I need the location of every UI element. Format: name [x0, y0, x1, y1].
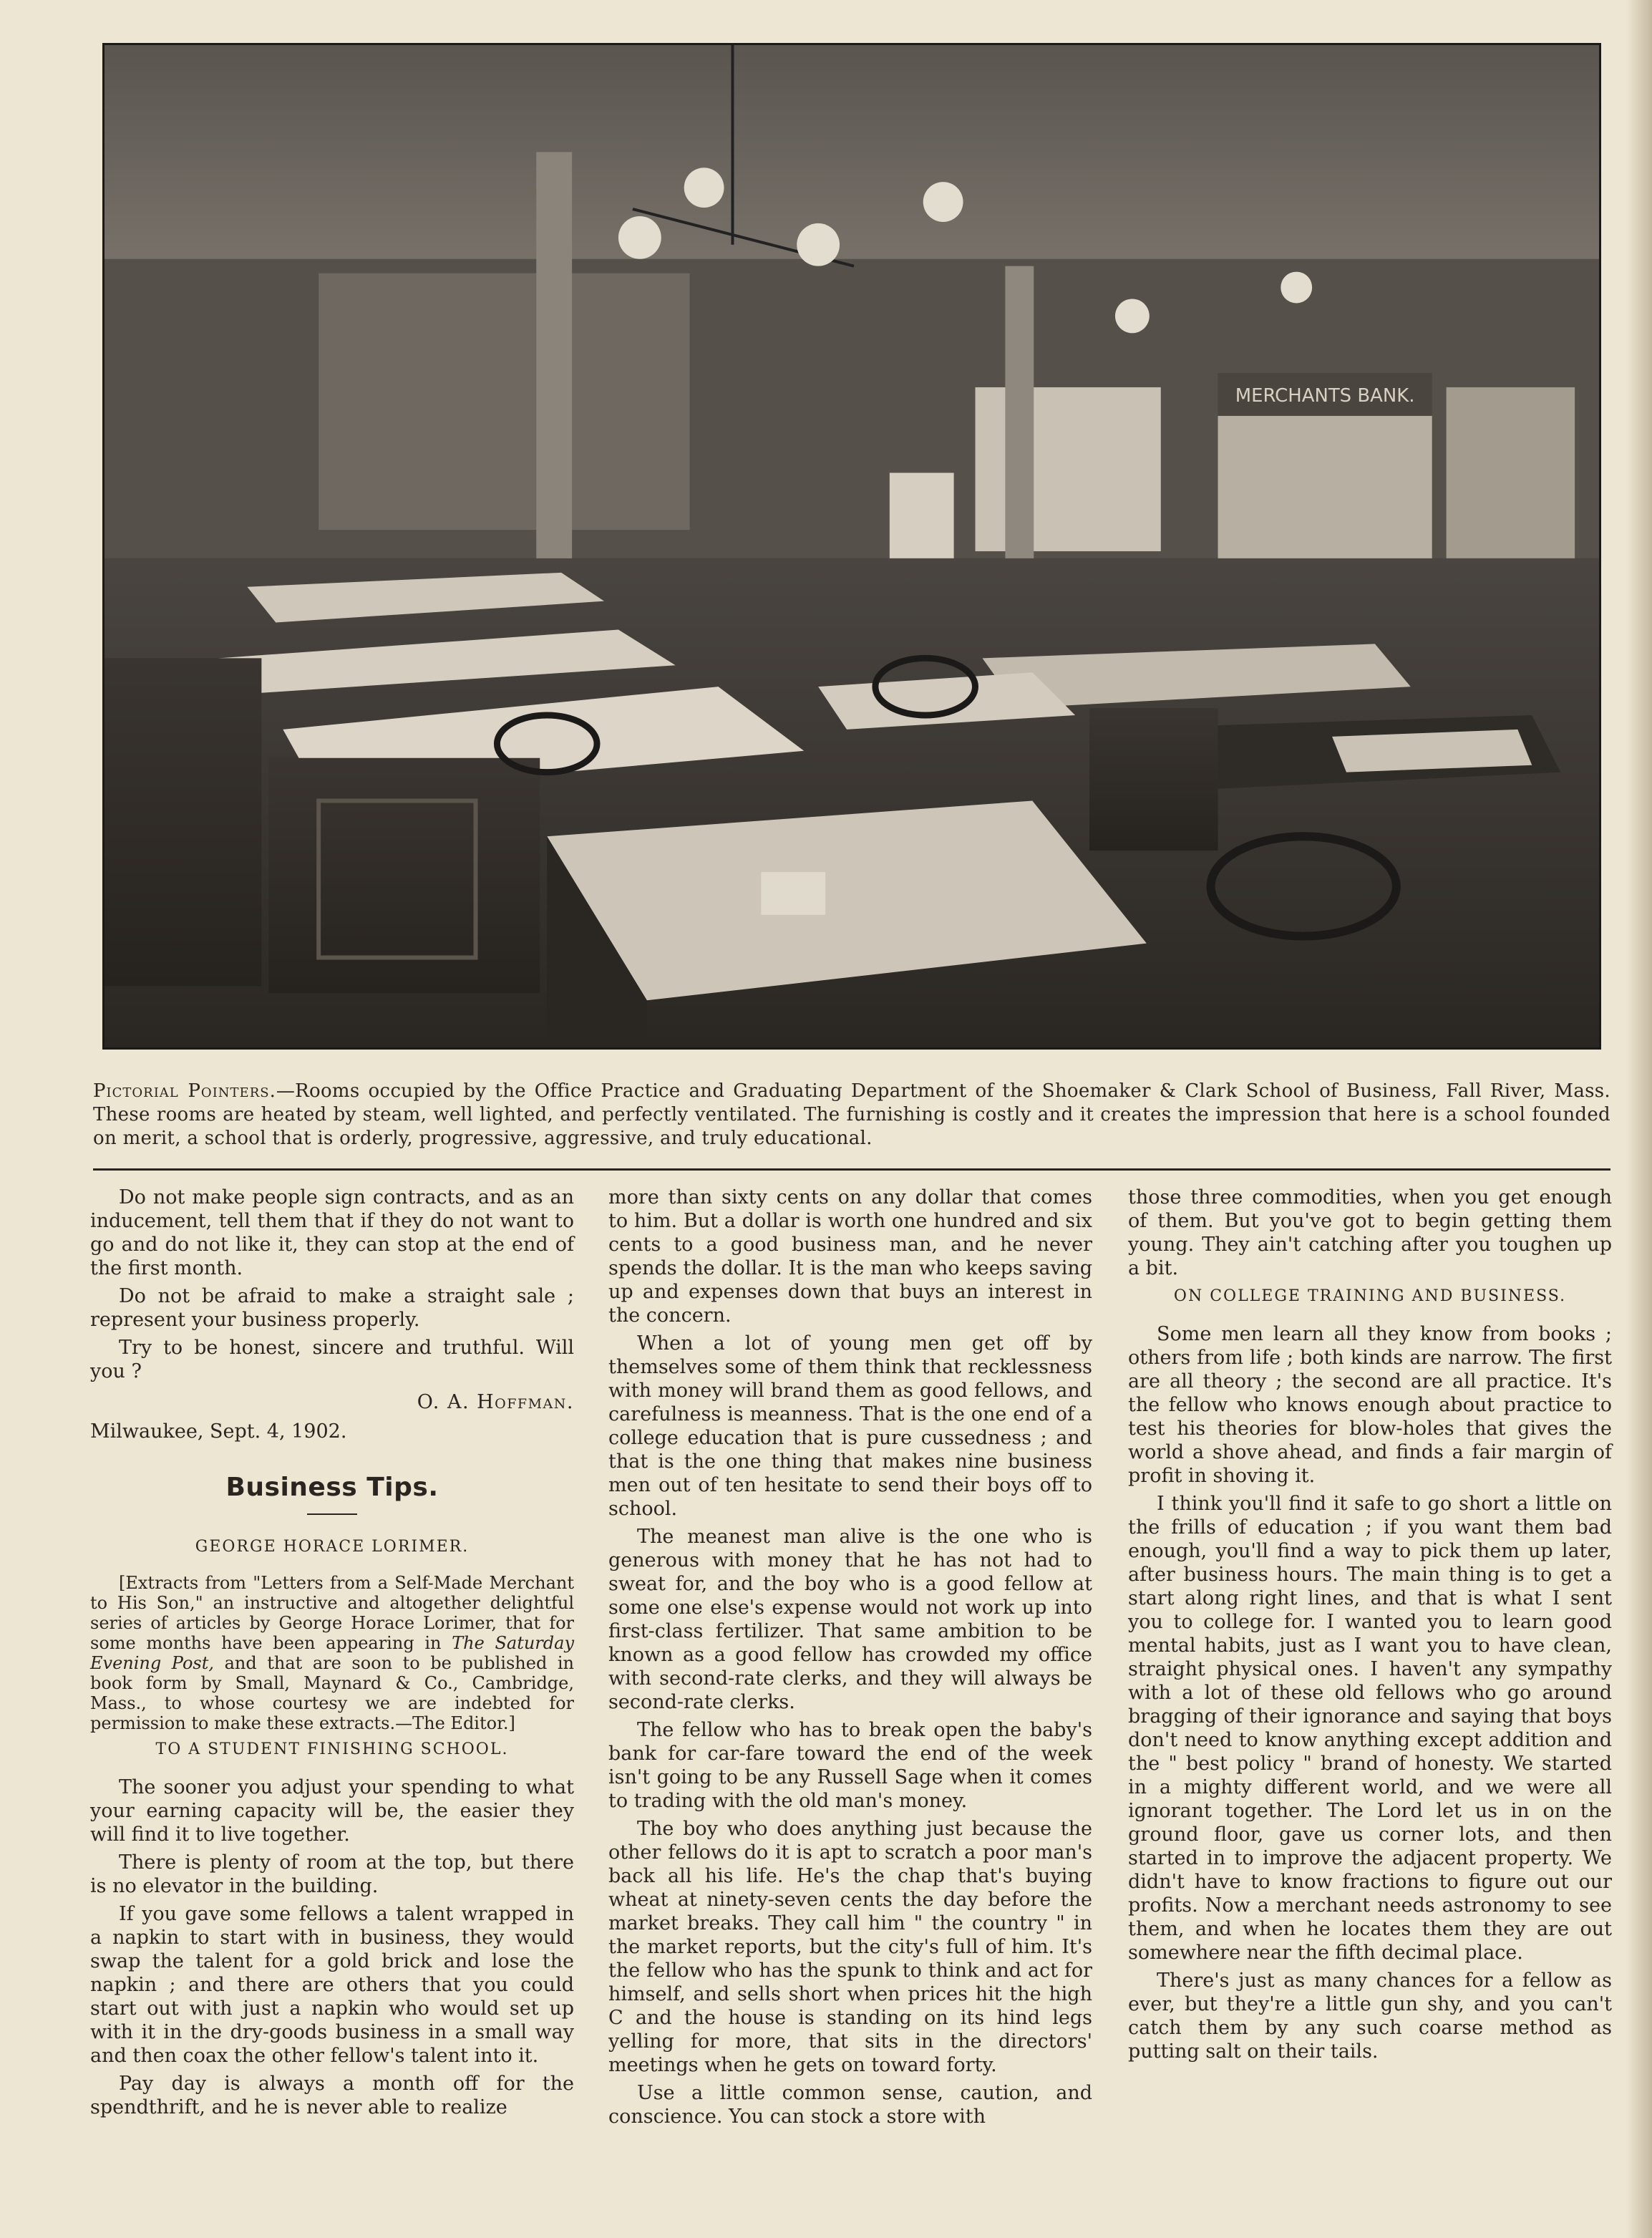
editor-note-publication: The Saturday Evening Post, — [90, 1633, 574, 1673]
column-middle — [608, 1186, 1092, 2133]
paragraph: If you gave some fellows a talent wrapped in a napkin to start with in business, they would swap the talent for a gold brick and lose the napkin ; and there are others that you could start out with just a napkin who would set up with it in the dry-goods business in a small way and then coax the other fellow's talent into it. — [90, 1903, 574, 2067]
short-rule — [307, 1513, 357, 1515]
paragraph: The boy who does anything just because the other fellows do it is apt to scratch a poor man's back all his life. He's the chap that's buying wheat at ninety-seven cents the day before the market breaks. They call him " the country " in the market reports, but the city's full of him. It's the fellow who has the spunk to think and act for himself, and sells short when prices hit the high C and the house is standing on its hind legs yelling for more, that sits in the directors' meetings when he gets on toward forty. — [608, 1818, 1092, 2076]
paragraph: There is plenty of room at the top, but there is no elevator in the building. — [90, 1851, 574, 1897]
author-signature: O. A. Hoffman. — [417, 1391, 574, 1413]
paragraph: Pay day is always a month off for the spendthrift, and he is never able to realize — [90, 2073, 574, 2118]
photo-caption — [93, 1080, 1610, 1151]
article-byline: GEORGE HORACE LORIMER. — [195, 1538, 470, 1556]
paragraph: When a lot of young men get off by themselves some of them think that recklessness with money will brand them as good fellows, and carefulness is meanness. That is the one end of a college education that is pure cussedness ; and that is the one thing that makes nine business men out of ten hesitate to send their boys off to school. — [608, 1332, 1092, 1520]
section-subhead: ON COLLEGE TRAINING AND BUSINESS. — [1173, 1287, 1567, 1305]
editor-note-part-b: and that are soon to be published in book form by Small, Maynard & Co., Cambridge, Mass., to whose courtesy we are indebted for permission to make these extracts.—The Editor.] — [90, 1653, 574, 1733]
column-left — [90, 1186, 574, 2123]
editor-note — [90, 1573, 574, 1733]
paragraph: Do not be afraid to make a straight sale ; represent your business properly. — [90, 1285, 574, 1331]
column-right — [1128, 1186, 1612, 2068]
paragraph: Do not make people sign contracts, and as an inducement, tell them that if they do not want to go and do not like it, they can stop at the end of the first month. — [90, 1186, 574, 1279]
paragraph: Use a little common sense, caution, and conscience. You can stock a store with — [608, 2082, 1092, 2128]
editor-note-part-a: [Extracts from "Letters from a Self-Made Merchant to His Son," an instructive and altogether delightful series of articles by George Horace Lorimer, that for some months have been appearing in — [90, 1573, 574, 1653]
paragraph: I think you'll find it safe to go short a little on the frills of education ; if you want them bad enough, you'll find a way to pick them up later, after business hours. The main thing is to get a start along right lines, and that is what I sent you to college for. I wanted you to learn good mental habits, just as I want you to have clean, straight physical ones. I haven't any sympathy with a lot of these old fellows who go around bragging of their ignorance and saying that boys don't need to know anything except addition and the " best policy " brand of honesty. We started in a mighty different world, and we were all ignorant together. The Lord let us in on the ground floor, gave us corner lots, and then started in to improve the adjacent property. We didn't have to know fractions to figure out our profits. Now a merchant needs astronomy to see them, and when he locates them they are out somewhere near the fifth decimal place. — [1128, 1493, 1612, 1964]
dateline: Milwaukee, Sept. 4, 1902. — [90, 1420, 347, 1443]
paragraph: The meanest man alive is the one who is generous with money that he has not had to sweat for, and the boy who is a good fellow at some one else's expense would not work up into first-class fertilizer. That same ambition to be known as a good fellow has crowded my office with second-rate clerks, and they will always be second-rate clerks. — [608, 1526, 1092, 1713]
paragraph: There's just as many chances for a fellow as ever, but they're a little gun shy, and you can't catch them by any such coarse method as putting salt on their tails. — [1128, 1970, 1612, 2063]
article-headline: Business Tips. — [225, 1473, 439, 1502]
paragraph: The fellow who has to break open the baby's bank for car-fare toward the end of the week isn't going to be any Russell Sage when it comes to trading with the old man's money. — [608, 1719, 1092, 1812]
section-subhead: TO A STUDENT FINISHING SCHOOL. — [155, 1740, 509, 1758]
caption-text: —Rooms occupied by the Office Practice and Graduating Department of the Shoemaker & Clark School of Business, Fall River, Mass. These rooms are heated by steam, well lighted, and perfectly ventilated. The furnishing is costly and it creates the impression that here is a school founded on merit, a school that is orderly, progressive, aggressive, and truly educational. — [93, 1080, 1610, 1149]
caption-lead: Pictorial Pointers. — [93, 1080, 276, 1102]
paragraph: more than sixty cents on any dollar that comes to him. But a dollar is worth one hundred and six cents to a good business man, and he never spends the dollar. It is the man who keeps saving up and expenses down that buys an interest in the concern. — [608, 1186, 1092, 1327]
paragraph: Some men learn all they know from books ; others from life ; both kinds are narrow. The first are all theory ; the second are all practice. It's the fellow who knows enough about practice to test his theories for blow-holes that gives the world a shove ahead, and finds a fair margin of profit in shoving it. — [1128, 1323, 1612, 1487]
merchants-bank-sign: MERCHANTS BANK. — [1235, 384, 1415, 407]
paragraph: those three commodities, when you get enough of them. But you've got to begin getting them young. They ain't catching after you toughen up a bit. — [1128, 1186, 1612, 1279]
section-divider — [93, 1168, 1610, 1171]
classroom-photograph — [102, 43, 1601, 1050]
binding-shadow — [1626, 0, 1652, 2238]
paragraph: The sooner you adjust your spending to what your earning capacity will be, the easier they will find it to live together. — [90, 1776, 574, 1846]
paragraph: Try to be honest, sincere and truthful. Will you ? — [90, 1337, 574, 1382]
classroom-illustration — [105, 45, 1599, 1047]
